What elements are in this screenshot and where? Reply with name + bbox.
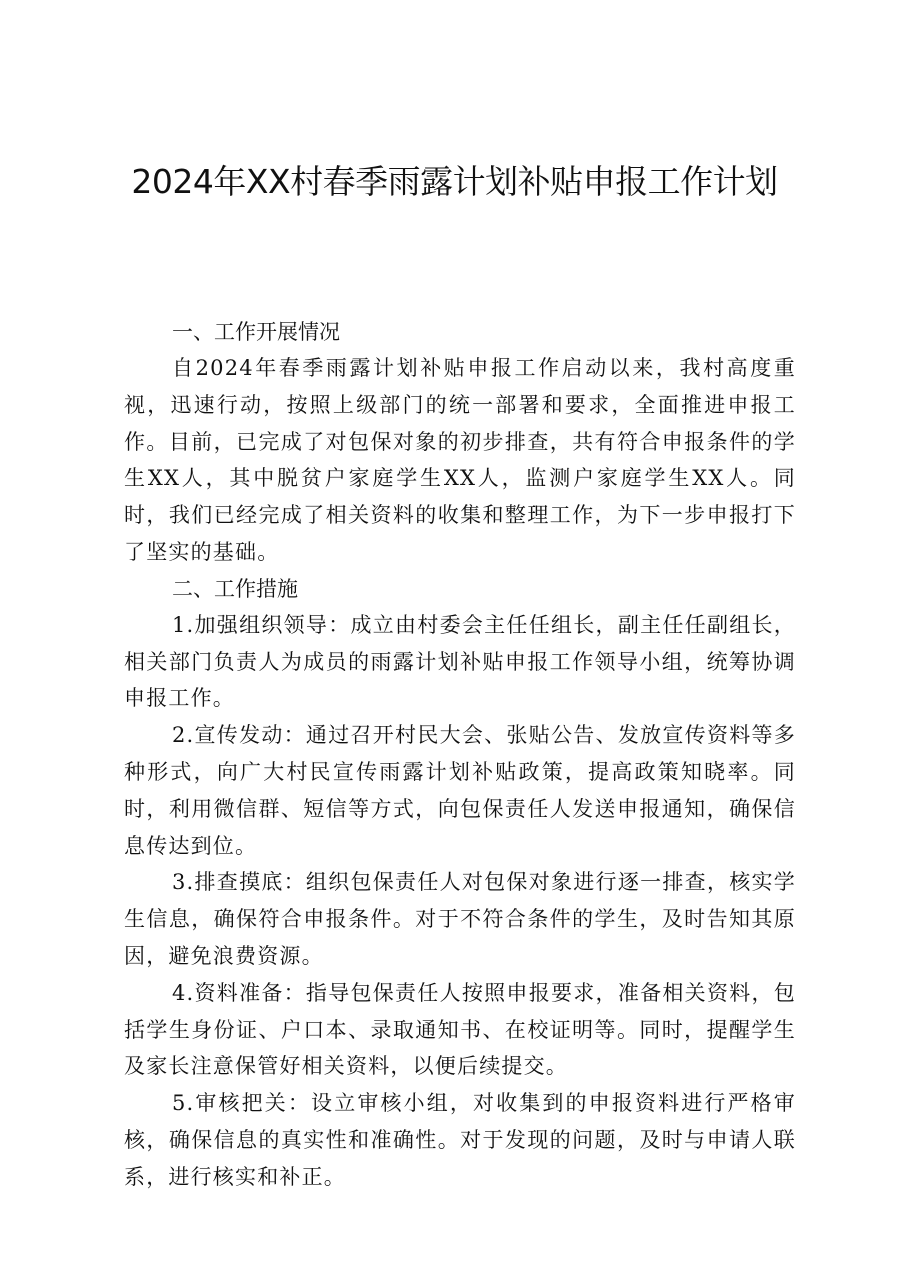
paragraph-work-progress: 自2024年春季雨露计划补贴申报工作启动以来，我村高度重视，迅速行动，按照上级部门的统一部署和要求，全面推进申报工作。目前，已完成了对包保对象的初步排查，共有符合申报条件的学生XX人，其中脱贫户家庭学生XX人，监测户家庭学生XX人。同时，我们已经完成了相关资料的收集和整理工作，为下一步申报打下了坚实的基础。 xyxy=(124,356,796,564)
document-body xyxy=(124,314,796,1196)
paragraph-measure-5: 5.审核把关：设立审核小组，对收集到的申报资料进行严格审核，确保信息的真实性和准确性。对于发现的问题，及时与申请人联系，进行核实和补正。 xyxy=(124,1091,796,1189)
section-heading-work-progress: 一、工作开展情况 xyxy=(172,320,340,344)
document-title: 2024年XX村春季雨露计划补贴申报工作计划 xyxy=(131,162,778,201)
section-heading-work-measures: 二、工作措施 xyxy=(172,576,298,601)
paragraph-measure-3: 3.排查摸底：组织包保责任人对包保对象进行逐一排查，核实学生信息，确保符合申报条件。对于不符合条件的学生，及时告知其原因，避免浪费资源。 xyxy=(124,870,796,968)
paragraph-measure-4: 4.资料准备：指导包保责任人按照申报要求，准备相关资料，包括学生身份证、户口本、录取通知书、在校证明等。同时，提醒学生及家长注意保管好相关资料，以便后续提交。 xyxy=(124,980,796,1079)
paragraph-measure-2: 2.宣传发动：通过召开村民大会、张贴公告、发放宣传资料等多种形式，向广大村民宣传雨露计划补贴政策，提高政策知晓率。同时，利用微信群、短信等方式，向包保责任人发送申报通知，确保信息传达到位。 xyxy=(124,723,796,858)
paragraph-measure-1: 1.加强组织领导：成立由村委会主任任组长，副主任任副组长，相关部门负责人为成员的雨露计划补贴申报工作领导小组，统筹协调申报工作。 xyxy=(124,612,796,711)
